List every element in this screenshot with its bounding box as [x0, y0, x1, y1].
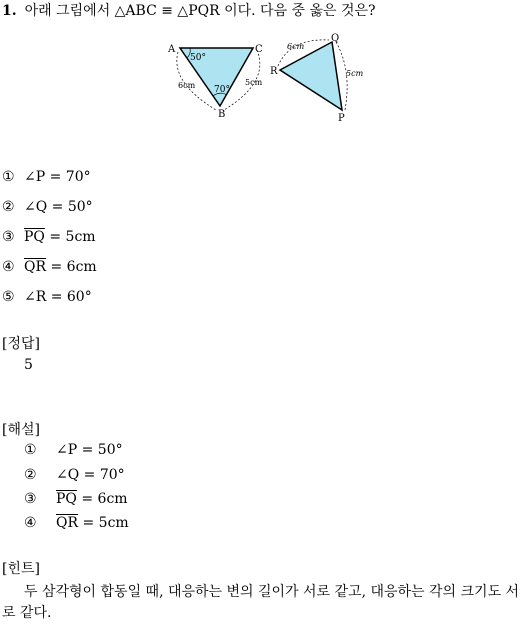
choice-2[interactable]: [2, 199, 93, 215]
choice-5-number: ⑤: [2, 289, 15, 305]
hint-paragraph: [2, 582, 530, 624]
choice-3-rest: = 5cm: [44, 229, 96, 245]
question-number: 1.: [2, 3, 17, 19]
explanation-item-2: [24, 467, 125, 483]
choice-3[interactable]: [2, 229, 96, 245]
triangle-pqr: [280, 42, 342, 110]
explanation-item-3: [24, 491, 128, 507]
side-qp-label: 5cm: [346, 69, 364, 78]
explanation-label: [해설]: [2, 422, 40, 438]
explanation-3-segment: $\overline{PQ}$: [56, 491, 77, 507]
choice-1[interactable]: [2, 169, 91, 185]
congruent-triangles-figure: [160, 30, 380, 129]
choice-4-rest: = 6cm: [46, 259, 97, 275]
angle-a-label: 50°: [190, 53, 206, 63]
explanation-1-text: ∠P = 50°: [56, 442, 123, 458]
choice-5[interactable]: [2, 289, 92, 305]
side-rq-label: 6cm: [287, 42, 305, 51]
side-bc-label: 5cm: [245, 78, 263, 87]
answer-value: 5: [24, 357, 33, 373]
answer-label: [정답]: [2, 336, 40, 352]
choice-3-segment: $\overline{PQ}$: [24, 229, 45, 245]
vertex-p-label: P: [338, 113, 345, 124]
explanation-3-number: ③: [24, 491, 37, 507]
hint-label: [힌트]: [2, 561, 40, 577]
vertex-a-label: A: [168, 44, 176, 55]
explanation-item-4: [24, 515, 129, 531]
choice-4-segment: $\overline{QR}$: [24, 259, 47, 275]
explanation-item-1: [24, 442, 123, 458]
hint-text: 두 삼각형이 합동일 때, 대응하는 변의 길이가 서로 같고, 대응하는 각의 크기도 서로 같다.: [2, 584, 520, 621]
angle-b-label: 70°: [214, 85, 230, 95]
explanation-4-number: ④: [24, 515, 37, 531]
explanation-4-segment: $\overline{QR}$: [56, 515, 79, 531]
choice-1-text: ∠P = 70°: [24, 169, 91, 185]
choice-4[interactable]: [2, 259, 97, 275]
choice-5-text: ∠R = 60°: [24, 289, 92, 305]
explanation-2-text: ∠Q = 70°: [56, 467, 125, 483]
choice-3-number: ③: [2, 229, 15, 245]
vertex-r-label: R: [270, 66, 278, 77]
vertex-b-label: B: [218, 109, 226, 120]
question-title: [2, 0, 376, 20]
question-text: 아래 그림에서 △ABC ≡ △PQR 이다. 다음 중 옳은 것은?: [24, 3, 376, 19]
vertex-c-label: C: [255, 44, 263, 55]
choice-2-text: ∠Q = 50°: [24, 199, 93, 215]
triangles-svg: [160, 30, 380, 125]
choice-1-number: ①: [2, 169, 15, 185]
choice-2-number: ②: [2, 199, 15, 215]
explanation-2-number: ②: [24, 467, 37, 483]
explanation-3-rest: = 6cm: [76, 491, 128, 507]
explanation-4-rest: = 5cm: [78, 515, 129, 531]
vertex-q-label: Q: [331, 33, 340, 44]
explanation-1-number: ①: [24, 442, 37, 458]
side-ab-label: 6cm: [178, 81, 196, 90]
choice-4-number: ④: [2, 259, 15, 275]
